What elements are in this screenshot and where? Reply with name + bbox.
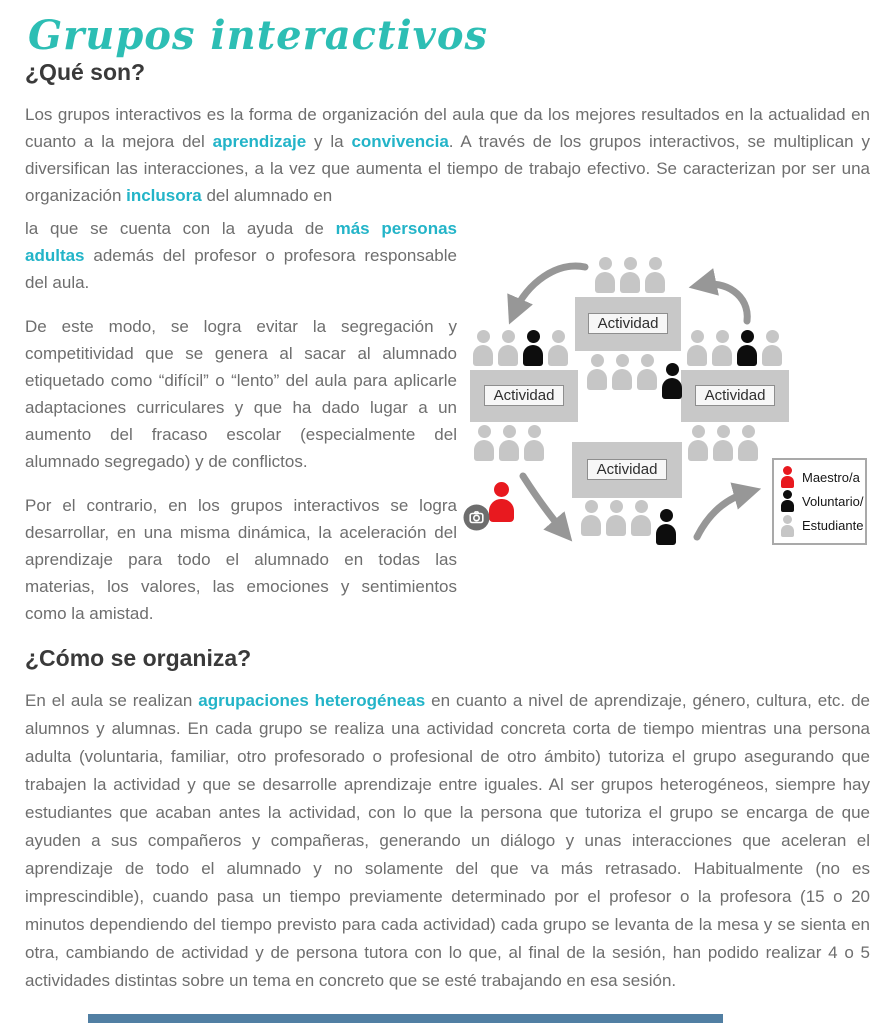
text-column xyxy=(25,215,457,644)
student-icon xyxy=(548,330,568,366)
text-run: De este modo, se logra evitar la segregación y competitividad que se genera al sacar al alumnado etiquetado como “difícil” o “lento” del aula para aplicarle adaptaciones curriculares y que ha dado lugar a un aumento del fracaso escolar (especialmente del alumnado segregado) y de conflictos. xyxy=(25,316,457,471)
student-group xyxy=(687,330,782,366)
student-group xyxy=(587,354,682,399)
student-icon xyxy=(645,257,665,293)
student-icon xyxy=(762,330,782,366)
student-group xyxy=(595,257,665,293)
diagram-legend xyxy=(772,458,867,545)
activity-label: Actividad xyxy=(484,385,565,406)
arrow-bottom-left-icon xyxy=(523,476,564,532)
student-icon xyxy=(688,425,708,461)
teacher-icon xyxy=(781,466,794,488)
paragraph xyxy=(25,492,457,627)
activity-box xyxy=(470,370,578,422)
keyword-link[interactable]: convivencia xyxy=(351,131,449,151)
paragraph xyxy=(25,215,457,296)
text-run: En el aula se realizan xyxy=(25,690,199,710)
student-icon xyxy=(474,425,494,461)
student-icon xyxy=(606,500,626,536)
student-icon xyxy=(581,500,601,536)
body-paragraph xyxy=(25,687,870,995)
activity-label: Actividad xyxy=(695,385,776,406)
student-icon xyxy=(473,330,493,366)
section-que-son xyxy=(25,58,870,644)
student-icon xyxy=(781,515,794,537)
student-icon xyxy=(499,425,519,461)
keyword-link[interactable]: más personas adultas xyxy=(25,218,457,265)
keyword-link[interactable]: aprendizaje xyxy=(212,131,307,151)
student-group xyxy=(473,330,568,366)
heading-que-son: ¿Qué son? xyxy=(25,59,146,85)
student-icon xyxy=(612,354,632,390)
student-icon xyxy=(637,354,657,390)
text-run: además del profesor o profesora responsable del aula. xyxy=(25,245,457,292)
text-run: y la xyxy=(306,131,352,151)
keyword-link[interactable]: agrupaciones heterogéneas xyxy=(198,690,426,710)
volunteer-icon xyxy=(662,363,682,399)
camera-lens-icon[interactable] xyxy=(463,504,490,531)
text-run: la que se cuenta con la ayuda de xyxy=(25,218,336,238)
section-como-se-organiza xyxy=(25,644,870,995)
student-group xyxy=(474,425,544,461)
arrow-bottom-right-icon xyxy=(697,492,749,537)
legend-row xyxy=(781,466,858,488)
text-run: Los grupos interactivos es la forma de organización del aula que da los mejores resultados en la actualidad en cuanto a la mejora del xyxy=(25,104,870,151)
legend-row xyxy=(781,490,864,512)
heading-como-se-organiza: ¿Cómo se organiza? xyxy=(25,644,252,671)
volunteer-icon xyxy=(656,509,676,545)
arrow-top-right-icon xyxy=(701,284,747,321)
student-icon xyxy=(738,425,758,461)
bottom-accent-bar xyxy=(88,1014,723,1023)
student-icon xyxy=(713,425,733,461)
student-group xyxy=(688,425,758,461)
text-run: del alumnado en xyxy=(201,185,333,205)
page-title: Grupos interactivos xyxy=(28,12,489,59)
volunteer-icon xyxy=(781,490,794,512)
student-icon xyxy=(631,500,651,536)
legend-label: Voluntario/ xyxy=(802,493,864,509)
volunteer-icon xyxy=(737,330,757,366)
student-group xyxy=(581,500,676,545)
student-icon xyxy=(498,330,518,366)
paragraph xyxy=(25,313,457,475)
page-header xyxy=(25,14,870,58)
volunteer-icon xyxy=(523,330,543,366)
text-run: Por el contrario, en los grupos interactivos se logra desarrollar, en una misma dinámica, la aceleración del aprendizaje para todo el alumnado en todas las materias, los valores, las emociones y sentimientos como la amistad. xyxy=(25,495,457,623)
student-icon xyxy=(524,425,544,461)
intro-paragraph xyxy=(25,101,870,209)
teacher-icon xyxy=(489,482,514,522)
student-icon xyxy=(687,330,707,366)
student-icon xyxy=(587,354,607,390)
activity-label: Actividad xyxy=(588,313,669,334)
student-icon xyxy=(595,257,615,293)
text-and-diagram-row xyxy=(25,215,870,644)
student-icon xyxy=(712,330,732,366)
legend-row xyxy=(781,515,864,537)
activity-box xyxy=(681,370,789,422)
activity-label: Actividad xyxy=(587,459,668,480)
legend-label: Maestro/a xyxy=(802,469,860,485)
keyword-link[interactable]: inclusora xyxy=(126,185,202,205)
interactive-groups-diagram xyxy=(457,245,870,579)
legend-label: Estudiante xyxy=(802,518,864,534)
text-run: . A través de los grupos interactivos, se multiplican y diversifican las interacciones, a la vez que aumenta el tiempo de trabajo efectivo. Se caracterizan por ser una organización xyxy=(25,131,870,205)
activity-box xyxy=(572,442,682,498)
activity-box xyxy=(575,297,681,351)
student-icon xyxy=(620,257,640,293)
text-run: en cuanto a nivel de aprendizaje, género, cultura, etc. de alumnos y alumnas. En cada grupo se realiza una actividad concreta corta de tiempo mientras una persona adulta (voluntaria, familiar, otro profesorado o profesional de otro ámbito) tutoriza el grupo asegurando que trabajen la actividad y que se desarrolle aprendizaje entre iguales. Al ser grupos heterogéneos, siempre hay estudiantes que acaban antes la actividad, con lo que la persona que tutoriza el grupo se encarga de que ayuden a sus compañeros y compañeras, generando un diálogo y unas interacciones que aceleran el aprendizaje de todo el alumnado y no solamente del que va más retrasado. Habitualmente (no es imprescindible), cuando pasa un tiempo previamente determinado por el profesor o la profesora (15 o 20 minutos dependiendo del tiempo previsto para cada actividad) cada grupo se levanta de la mesa y se sienta en otra, cambiando de actividad y de persona tutora con lo que, al final de la sesión, han podido realizar 4 o 5 actividades distintas sobre un tema en concreto que se esté trabajando en esa sesión. xyxy=(25,690,870,990)
